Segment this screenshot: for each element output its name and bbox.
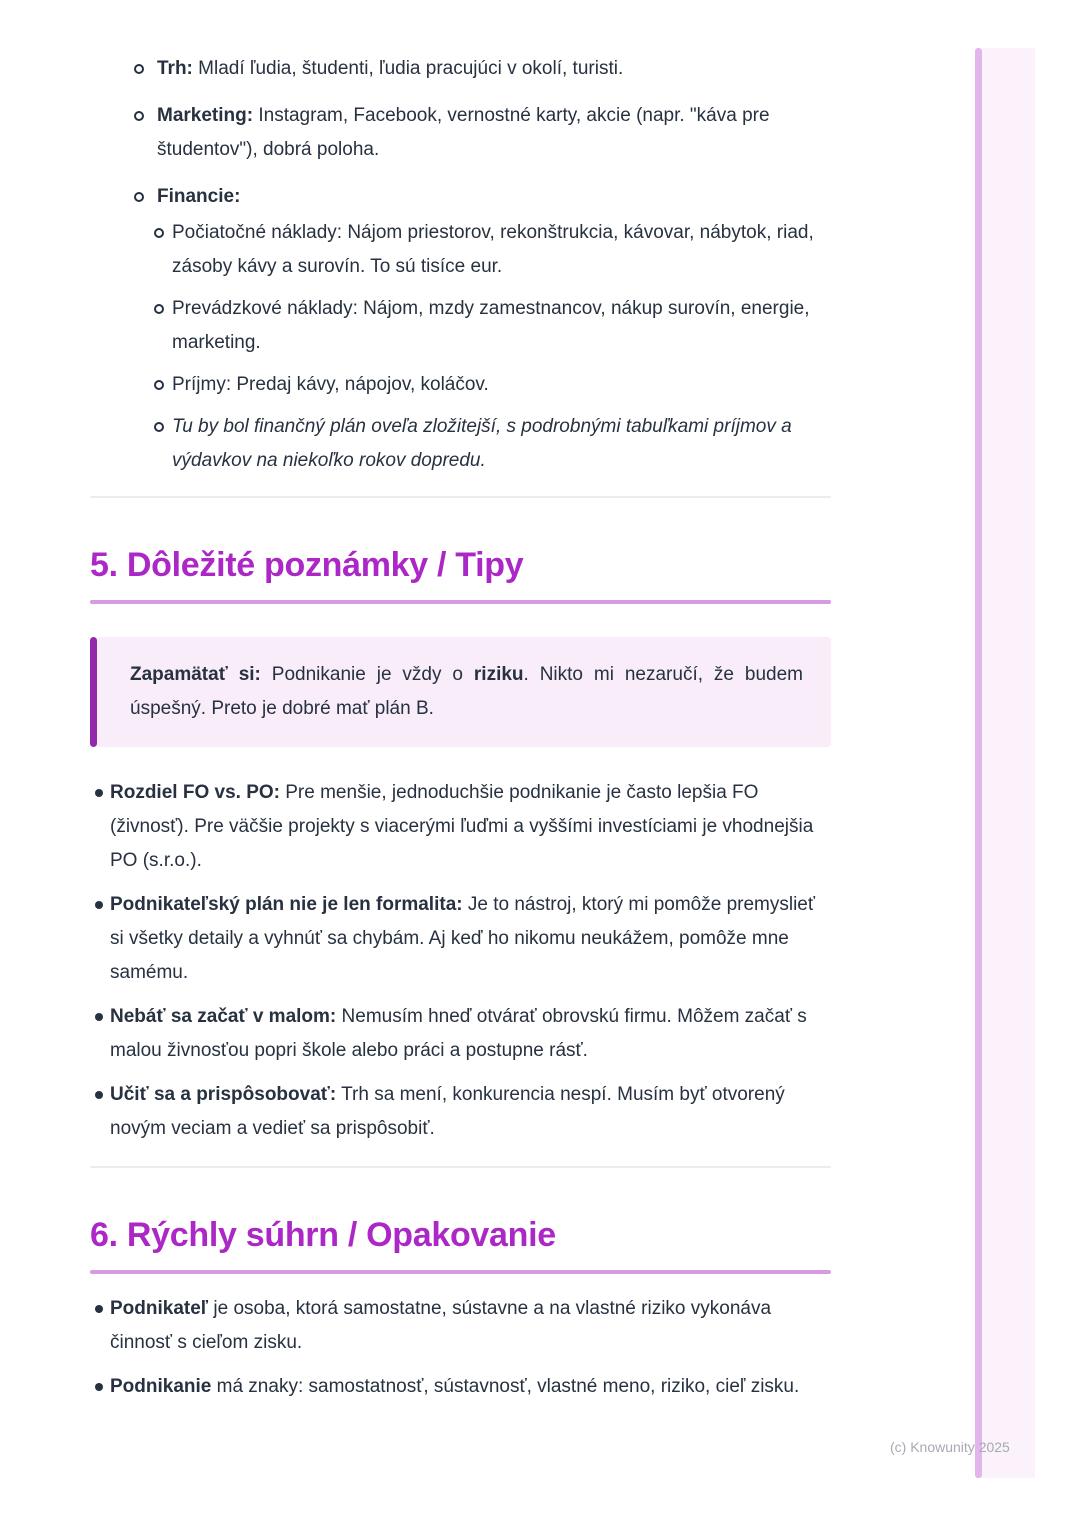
list-item xyxy=(90,216,831,284)
list-item xyxy=(90,1370,831,1404)
list-item-text: Je to nástroj, ktorý mi pomôže premyslieť si všetky detaily a vyhnúť sa chybám. Aj keď ho nikomu neukážem, pomôže mne samému. xyxy=(110,894,816,983)
list-item-text: má znaky: samostatnosť, sústavnosť, vlastné meno, riziko, cieľ zisku. xyxy=(211,1376,800,1397)
list-item xyxy=(90,410,831,478)
page-edge-panel xyxy=(982,48,1035,1478)
list-item xyxy=(90,1000,831,1068)
list-item xyxy=(90,292,831,360)
circle-bullet-icon xyxy=(154,380,164,390)
circle-bullet-icon xyxy=(154,422,164,432)
list-item-text: Prevádzkové náklady: Nájom, mzdy zamestnancov, nákup surovín, energie, marketing. xyxy=(172,298,810,353)
list-item-text: Mladí ľudia, študenti, ľudia pracujúci v okolí, turisti. xyxy=(192,58,624,79)
list-item-label: Podnikateľský plán nie je len formalita: xyxy=(110,894,463,915)
list-item-text: Pre menšie, jednoduchšie podnikanie je často lepšia FO (živnosť). Pre väčšie projekty s viacerými ľuďmi a vyššími investíciami je vhodnejšia PO (s.r.o.). xyxy=(110,782,814,871)
list-item-text: je osoba, ktorá samostatne, sústavne a na vlastné riziko vykonáva činnosť s cieľom zisku. xyxy=(110,1298,772,1353)
callout-text-bold: Zapamätať si: xyxy=(130,664,261,685)
list-item xyxy=(90,888,831,990)
list-item-label: Rozdiel FO vs. PO: xyxy=(110,782,280,803)
list-item-label: Podnikateľ xyxy=(110,1298,209,1319)
section-divider xyxy=(90,496,831,498)
list-item xyxy=(90,1292,831,1360)
list-item xyxy=(90,52,831,86)
finance-sub-list xyxy=(90,216,831,478)
callout-text-segment: . Nikto mi nezaručí, že budem úspešný. Preto je dobré mať plán B. xyxy=(130,664,803,719)
list-item-label: Podnikanie xyxy=(110,1376,212,1397)
callout-text-bold: riziku xyxy=(473,664,524,685)
circle-bullet-icon xyxy=(134,192,144,202)
section-divider xyxy=(90,1166,831,1168)
list-item-label: Marketing: xyxy=(157,105,254,126)
circle-bullet-icon xyxy=(134,64,144,74)
list-item-label: Financie: xyxy=(157,186,241,207)
circle-bullet-icon xyxy=(134,111,144,121)
disc-bullet-icon xyxy=(95,1091,103,1099)
circle-bullet-icon xyxy=(154,304,164,314)
list-item-text: Nemusím hneď otvárať obrovskú firmu. Môžem začať s malou živnosťou popri škole alebo práci a postupne rásť. xyxy=(110,1006,807,1061)
page-edge-accent xyxy=(975,48,982,1478)
disc-bullet-icon xyxy=(95,1013,103,1021)
list-item xyxy=(90,180,831,214)
disc-bullet-icon xyxy=(95,1383,103,1391)
callout-text-segment: Podnikanie je vždy o xyxy=(260,664,474,685)
section-6-heading: 6. Rýchly súhrn / Opakovanie xyxy=(90,1216,556,1254)
list-item xyxy=(90,99,831,167)
section-6-list xyxy=(90,1292,831,1414)
list-item-label: Nebáť sa začať v malom: xyxy=(110,1006,337,1027)
intro-list xyxy=(90,52,831,486)
callout xyxy=(90,637,831,747)
list-item-text: Trh sa mení, konkurencia nespí. Musím byť otvorený novým veciam a vedieť sa prispôsobiť. xyxy=(110,1084,785,1139)
callout-body xyxy=(97,637,831,747)
list-item xyxy=(90,368,831,402)
list-item-text: Počiatočné náklady: Nájom priestorov, rekonštrukcia, kávovar, nábytok, riad, zásoby kávy a surovín. To sú tisíce eur. xyxy=(172,222,814,277)
section-5-list xyxy=(90,776,831,1156)
section-6-heading-underline xyxy=(90,1270,831,1274)
copyright-notice: (c) Knowunity 2025 xyxy=(890,1439,1010,1455)
list-item xyxy=(90,776,831,878)
list-item-text: Instagram, Facebook, vernostné karty, akcie (napr. "káva pre študentov"), dobrá poloha. xyxy=(157,105,770,160)
nested-list-wrapper xyxy=(90,216,831,478)
disc-bullet-icon xyxy=(95,901,103,909)
circle-bullet-icon xyxy=(154,228,164,238)
list-item xyxy=(90,1078,831,1146)
callout-text xyxy=(130,658,803,726)
list-item-label: Trh: xyxy=(157,58,193,79)
section-5-heading: 5. Dôležité poznámky / Tipy xyxy=(90,546,524,584)
disc-bullet-icon xyxy=(95,789,103,797)
disc-bullet-icon xyxy=(95,1305,103,1313)
list-item-text: Tu by bol finančný plán oveľa zložitejší, s podrobnými tabuľkami príjmov a výdavkov na niekoľko rokov dopredu. xyxy=(172,416,792,471)
list-item-label: Učiť sa a prispôsobovať: xyxy=(110,1084,337,1105)
list-item-text: Príjmy: Predaj kávy, nápojov, koláčov. xyxy=(172,374,489,395)
section-5-heading-underline xyxy=(90,600,831,604)
callout-accent-bar xyxy=(90,637,97,747)
